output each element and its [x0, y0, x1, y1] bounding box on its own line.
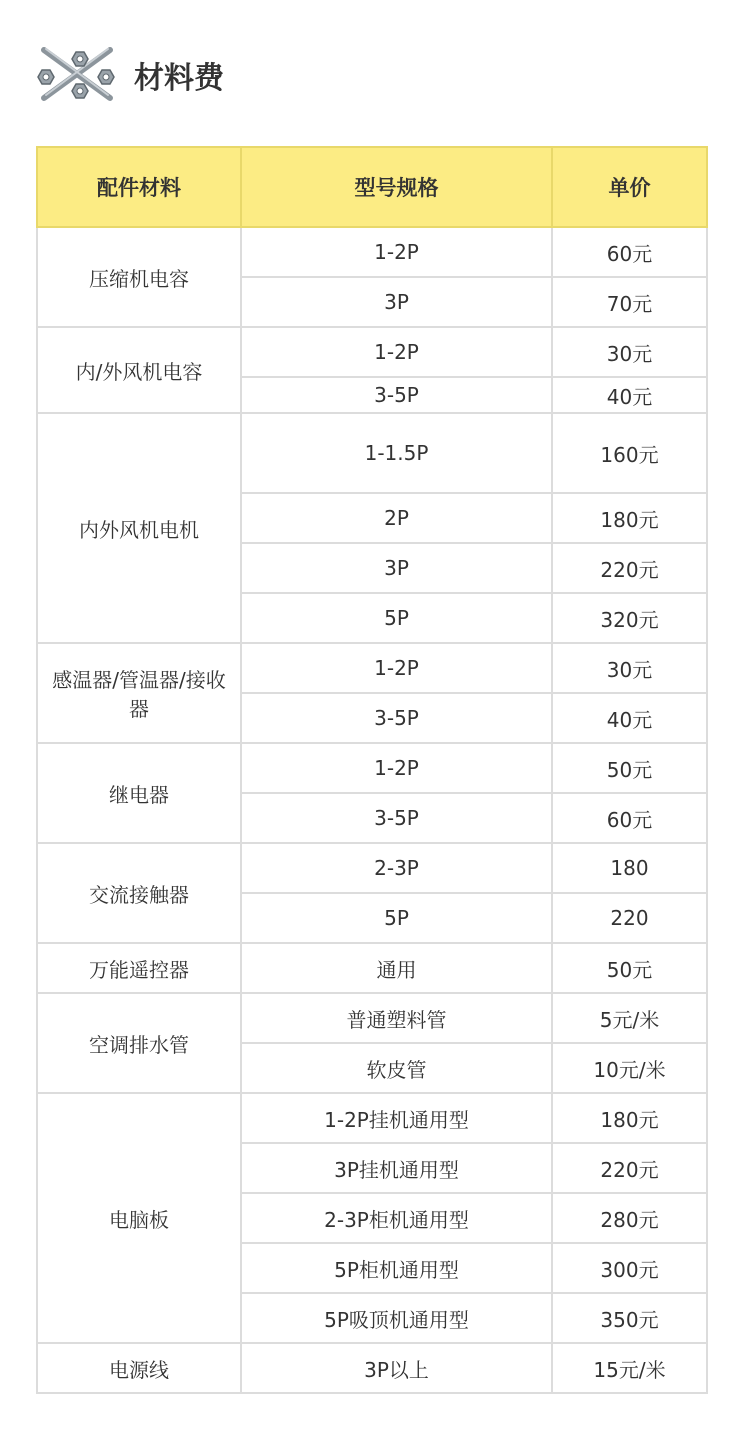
material-name: 继电器: [37, 743, 241, 843]
table-header-row: [37, 147, 707, 227]
table-row: [37, 327, 707, 377]
price-cell: 220元: [552, 543, 707, 593]
column-header-spec: 型号规格: [241, 147, 552, 227]
column-header-material: 配件材料: [37, 147, 241, 227]
material-name: 内外风机电机: [37, 413, 241, 643]
spec-cell: 2P: [241, 493, 552, 543]
spec-cell: 1-1.5P: [241, 413, 552, 493]
spec-cell: 3-5P: [241, 377, 552, 413]
spec-cell: 5P: [241, 893, 552, 943]
price-cell: 70元: [552, 277, 707, 327]
bolts-nuts-icon: [36, 40, 128, 110]
price-cell: 30元: [552, 643, 707, 693]
spec-cell: 3P: [241, 543, 552, 593]
material-name: 电源线: [37, 1343, 241, 1393]
price-cell: 40元: [552, 693, 707, 743]
spec-cell: 软皮管: [241, 1043, 552, 1093]
material-name: 电脑板: [37, 1093, 241, 1343]
price-cell: 40元: [552, 377, 707, 413]
material-name: 压缩机电容: [37, 227, 241, 327]
price-cell: 160元: [552, 413, 707, 493]
price-cell: 350元: [552, 1293, 707, 1343]
spec-cell: 2-3P: [241, 843, 552, 893]
section-header: [36, 40, 224, 110]
page-title: 材料费: [134, 61, 224, 96]
price-cell: 180: [552, 843, 707, 893]
column-header-price: 单价: [552, 147, 707, 227]
material-name: 内/外风机电容: [37, 327, 241, 413]
price-cell: 15元/米: [552, 1343, 707, 1393]
spec-cell: 1-2P: [241, 327, 552, 377]
price-cell: 60元: [552, 793, 707, 843]
spec-cell: 普通塑料管: [241, 993, 552, 1043]
material-name: 感温器/管温器/接收器: [37, 643, 241, 743]
price-cell: 5元/米: [552, 993, 707, 1043]
price-cell: 10元/米: [552, 1043, 707, 1093]
spec-cell: 5P柜机通用型: [241, 1243, 552, 1293]
table-row: [37, 1093, 707, 1143]
table-row: [37, 993, 707, 1043]
spec-cell: 2-3P柜机通用型: [241, 1193, 552, 1243]
price-cell: 220: [552, 893, 707, 943]
price-cell: 220元: [552, 1143, 707, 1193]
spec-cell: 5P吸顶机通用型: [241, 1293, 552, 1343]
table-row: [37, 643, 707, 693]
spec-cell: 3-5P: [241, 693, 552, 743]
table-row: [37, 943, 707, 993]
price-table: [36, 146, 708, 1394]
spec-cell: 1-2P: [241, 227, 552, 277]
price-cell: 180元: [552, 1093, 707, 1143]
price-cell: 180元: [552, 493, 707, 543]
price-cell: 280元: [552, 1193, 707, 1243]
table-row: [37, 743, 707, 793]
spec-cell: 3-5P: [241, 793, 552, 843]
table-row: [37, 413, 707, 493]
price-cell: 50元: [552, 743, 707, 793]
price-cell: 30元: [552, 327, 707, 377]
spec-cell: 1-2P: [241, 743, 552, 793]
material-name: 交流接触器: [37, 843, 241, 943]
price-cell: 50元: [552, 943, 707, 993]
table-row: [37, 1343, 707, 1393]
table-row: [37, 227, 707, 277]
spec-cell: 3P: [241, 277, 552, 327]
spec-cell: 1-2P挂机通用型: [241, 1093, 552, 1143]
price-cell: 60元: [552, 227, 707, 277]
material-name: 空调排水管: [37, 993, 241, 1093]
price-cell: 320元: [552, 593, 707, 643]
spec-cell: 1-2P: [241, 643, 552, 693]
spec-cell: 3P以上: [241, 1343, 552, 1393]
material-name: 万能遥控器: [37, 943, 241, 993]
spec-cell: 通用: [241, 943, 552, 993]
spec-cell: 3P挂机通用型: [241, 1143, 552, 1193]
table-row: [37, 843, 707, 893]
spec-cell: 5P: [241, 593, 552, 643]
price-cell: 300元: [552, 1243, 707, 1293]
